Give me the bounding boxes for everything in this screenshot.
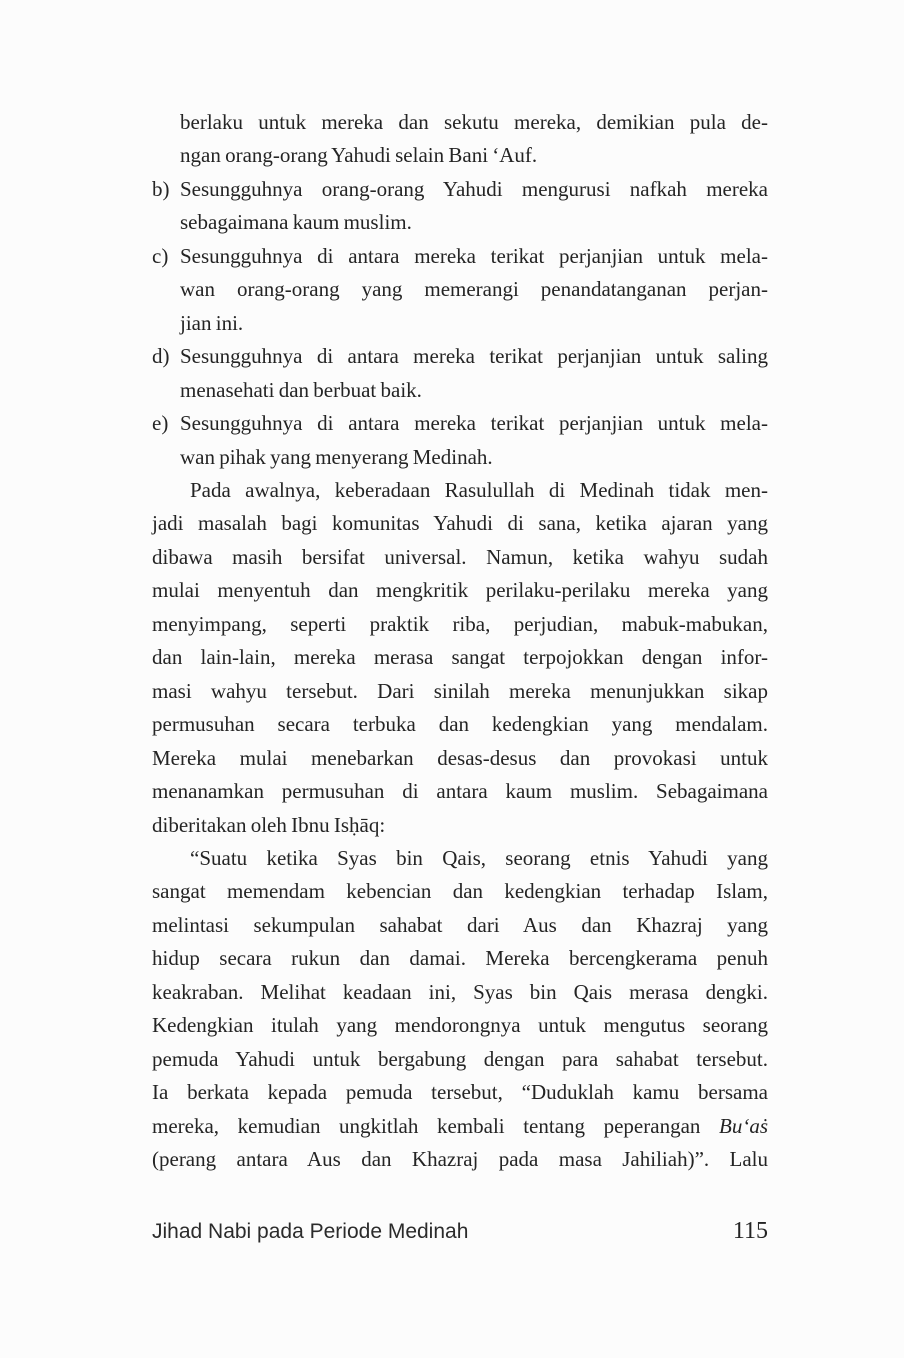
text-line: Mereka mulai menebarkan desas-desus dan provokasi untuk: [152, 745, 768, 770]
text-line: berlaku untuk mereka dan sekutu mereka, demikian pula de-: [180, 110, 768, 134]
text-line: permusuhan secara terbuka dan kedengkian yang mendalam.: [152, 712, 768, 737]
text-line: hidup secara rukun dan damai. Mereka bercengkerama penuh: [152, 946, 768, 971]
text-line: wan pihak yang menyerang Medinah.: [180, 444, 493, 469]
text-line: masi wahyu tersebut. Dari sinilah mereka menunjukkan sikap: [152, 678, 768, 703]
text-line: (perang antara Aus dan Khazraj pada masa Jahiliah)”. Lalu: [152, 1147, 768, 1172]
text-line: Sesungguhnya di antara mereka terikat perjanjian untuk mela-: [180, 411, 768, 436]
text-line: sebagaimana kaum muslim.: [180, 210, 412, 235]
text-line: Sesungguhnya orang-orang Yahudi mengurusi nafkah mereka: [180, 176, 768, 201]
text-line: Pada awalnya, keberadaan Rasulullah di Medinah tidak men-: [190, 477, 768, 502]
list-item: [152, 407, 768, 474]
text-line: melintasi sekumpulan sahabat dari Aus dan Khazraj yang: [152, 912, 768, 937]
list-item: [152, 340, 768, 407]
text-line: menanamkan permusuhan di antara kaum muslim. Sebagaimana: [152, 779, 768, 804]
paragraph: [152, 842, 768, 1177]
text-line: Sesungguhnya di antara mereka terikat perjanjian untuk mela-: [180, 243, 768, 268]
text-line: menyimpang, seperti praktik riba, perjudian, mabuk-mabukan,: [152, 611, 768, 636]
text-line: keakraban. Melihat keadaan ini, Syas bin Qais merasa dengki.: [152, 979, 768, 1004]
text-line: ngan orang-orang Yahudi selain Bani ‘Auf.: [180, 143, 538, 168]
text-line: mulai menyentuh dan mengkritik perilaku-perilaku mereka yang: [152, 578, 768, 603]
italic-term: Bu‘aṡ: [719, 1113, 768, 1138]
page-number: 115: [732, 1218, 768, 1244]
running-footer-title: Jihad Nabi pada Periode Medinah: [152, 1220, 469, 1243]
text-line: pemuda Yahudi untuk bergabung dengan para sahabat tersebut.: [152, 1046, 768, 1071]
text-line: dan lain-lain, mereka merasa sangat terpojokkan dengan infor-: [152, 645, 768, 670]
list-marker: c): [152, 243, 169, 268]
text-line: diberitakan oleh Ibnu Isḥāq:: [152, 812, 386, 837]
text-line: Sesungguhnya di antara mereka terikat perjanjian untuk saling: [180, 344, 768, 369]
text-line: mereka, kemudian ungkitlah kembali tentang peperangan Bu‘aṡ: [152, 1113, 768, 1138]
list-item: [152, 173, 768, 240]
text-line: Ia berkata kepada pemuda tersebut, “Duduklah kamu bersama: [152, 1080, 768, 1105]
text-line: menasehati dan berbuat baik.: [180, 377, 422, 402]
text-line: “Suatu ketika Syas bin Qais, seorang etnis Yahudi yang: [190, 845, 768, 870]
text-line: jadi masalah bagi komunitas Yahudi di sana, ketika ajaran yang: [152, 511, 768, 536]
list-item: [152, 240, 768, 340]
text-line: wan orang-orang yang memerangi penandatanganan perjan-: [180, 277, 768, 302]
body-text: [152, 106, 768, 1177]
paragraph: [152, 474, 768, 842]
text-line: Kedengkian itulah yang mendorongnya untuk mengutus seorang: [152, 1013, 768, 1038]
text-line: sangat memendam kebencian dan kedengkian terhadap Islam,: [152, 879, 768, 904]
text-line: jian ini.: [180, 310, 244, 335]
list-marker: b): [152, 176, 170, 201]
text-line: dibawa masih bersifat universal. Namun, ketika wahyu sudah: [152, 544, 768, 569]
list-continuation: [152, 106, 768, 173]
list-marker: e): [152, 411, 169, 436]
page-footer: [152, 1218, 768, 1245]
list-marker: d): [152, 344, 170, 369]
